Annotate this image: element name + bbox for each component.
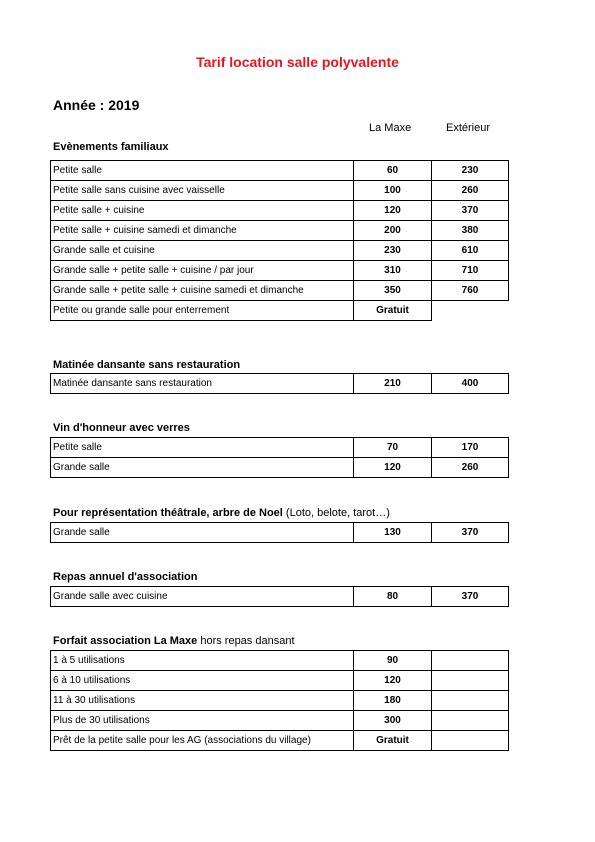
row-label: Petite salle + cuisine samedi et dimanche (51, 221, 354, 241)
price-exterieur (432, 691, 509, 711)
price-la-maxe: Gratuit (354, 731, 432, 751)
table-row (51, 281, 509, 301)
row-label: Petite salle (51, 161, 354, 181)
price-la-maxe: 180 (354, 691, 432, 711)
row-label: 1 à 5 utilisations (51, 651, 354, 671)
row-label: Grande salle et cuisine (51, 241, 354, 261)
price-exterieur (432, 711, 509, 731)
table-row (51, 374, 509, 394)
price-exterieur: 230 (432, 161, 509, 181)
section-title-text: Pour représentation théâtrale, arbre de Noel (53, 507, 283, 519)
table-representation-theatrale (50, 522, 509, 543)
row-label: Petite salle (51, 438, 354, 458)
table-forfait-association (50, 650, 509, 751)
price-exterieur: 710 (432, 261, 509, 281)
table-row (51, 587, 509, 607)
price-la-maxe: 310 (354, 261, 432, 281)
table-row (51, 241, 509, 261)
table-row (51, 458, 509, 478)
section-title-forfait-association (53, 635, 295, 647)
table-row (51, 651, 509, 671)
page-title: Tarif location salle polyvalente (196, 54, 399, 70)
section-title-vin-honneur (53, 422, 190, 434)
price-exterieur (432, 671, 509, 691)
price-la-maxe: Gratuit (354, 301, 432, 321)
table-row (51, 221, 509, 241)
table-repas-association (50, 586, 509, 607)
price-exterieur: 170 (432, 438, 509, 458)
table-row (51, 711, 509, 731)
price-exterieur (432, 731, 509, 751)
price-la-maxe: 120 (354, 671, 432, 691)
row-label: 11 à 30 utilisations (51, 691, 354, 711)
section-title-text: Matinée dansante sans restauration (53, 359, 241, 371)
price-la-maxe: 70 (354, 438, 432, 458)
year-label: Année : 2019 (53, 97, 140, 113)
table-row (51, 161, 509, 181)
table-row (51, 261, 509, 281)
table-matinee-dansante (50, 373, 509, 394)
price-la-maxe: 130 (354, 523, 432, 543)
table-row (51, 301, 509, 321)
section-title-repas-association (53, 571, 197, 583)
row-label: Prêt de la petite salle pour les AG (associations du village) (51, 731, 354, 751)
row-label: Petite ou grande salle pour enterrement (51, 301, 354, 321)
price-exterieur: 400 (432, 374, 509, 394)
row-label: Grande salle + petite salle + cuisine / par jour (51, 261, 354, 281)
row-label: Petite salle sans cuisine avec vaisselle (51, 181, 354, 201)
row-label: Grande salle (51, 523, 354, 543)
row-label: Plus de 30 utilisations (51, 711, 354, 731)
price-exterieur: 380 (432, 221, 509, 241)
row-label: Petite salle + cuisine (51, 201, 354, 221)
row-label: Matinée dansante sans restauration (51, 374, 354, 394)
price-la-maxe: 120 (354, 458, 432, 478)
table-row (51, 201, 509, 221)
table-row (51, 181, 509, 201)
price-la-maxe: 200 (354, 221, 432, 241)
price-exterieur (432, 301, 509, 321)
price-exterieur: 370 (432, 587, 509, 607)
table-vin-honneur (50, 437, 509, 478)
price-la-maxe: 350 (354, 281, 432, 301)
table-row (51, 438, 509, 458)
column-header-exterieur: Extérieur (446, 122, 491, 134)
table-row (51, 691, 509, 711)
price-la-maxe: 80 (354, 587, 432, 607)
price-la-maxe: 100 (354, 181, 432, 201)
price-exterieur: 260 (432, 458, 509, 478)
price-exterieur (432, 651, 509, 671)
table-row (51, 523, 509, 543)
price-la-maxe: 300 (354, 711, 432, 731)
price-la-maxe: 210 (354, 374, 432, 394)
row-label: Grande salle + petite salle + cuisine samedi et dimanche (51, 281, 354, 301)
price-exterieur: 370 (432, 201, 509, 221)
section-title-text: Vin d'honneur avec verres (53, 422, 190, 434)
price-la-maxe: 120 (354, 201, 432, 221)
table-row (51, 731, 509, 751)
section-title-text: Forfait association La Maxe (53, 635, 198, 647)
price-la-maxe: 230 (354, 241, 432, 261)
section-subtitle: (Loto, belote, tarot…) (285, 507, 390, 519)
section-title-evenements-familiaux (53, 141, 169, 153)
price-exterieur: 260 (432, 181, 509, 201)
column-header-la-maxe: La Maxe (369, 122, 412, 134)
price-la-maxe: 60 (354, 161, 432, 181)
section-subtitle: hors repas dansant (200, 635, 295, 647)
section-title-matinee-dansante (53, 359, 240, 371)
section-title-representation-theatrale (53, 507, 390, 519)
section-title-text: Evènements familiaux (53, 141, 169, 153)
row-label: Grande salle (51, 458, 354, 478)
table-evenements-familiaux (50, 160, 509, 321)
price-exterieur: 370 (432, 523, 509, 543)
price-la-maxe: 90 (354, 651, 432, 671)
row-label: 6 à 10 utilisations (51, 671, 354, 691)
price-exterieur: 760 (432, 281, 509, 301)
table-row (51, 671, 509, 691)
price-exterieur: 610 (432, 241, 509, 261)
row-label: Grande salle avec cuisine (51, 587, 354, 607)
section-title-text: Repas annuel d'association (53, 571, 198, 583)
